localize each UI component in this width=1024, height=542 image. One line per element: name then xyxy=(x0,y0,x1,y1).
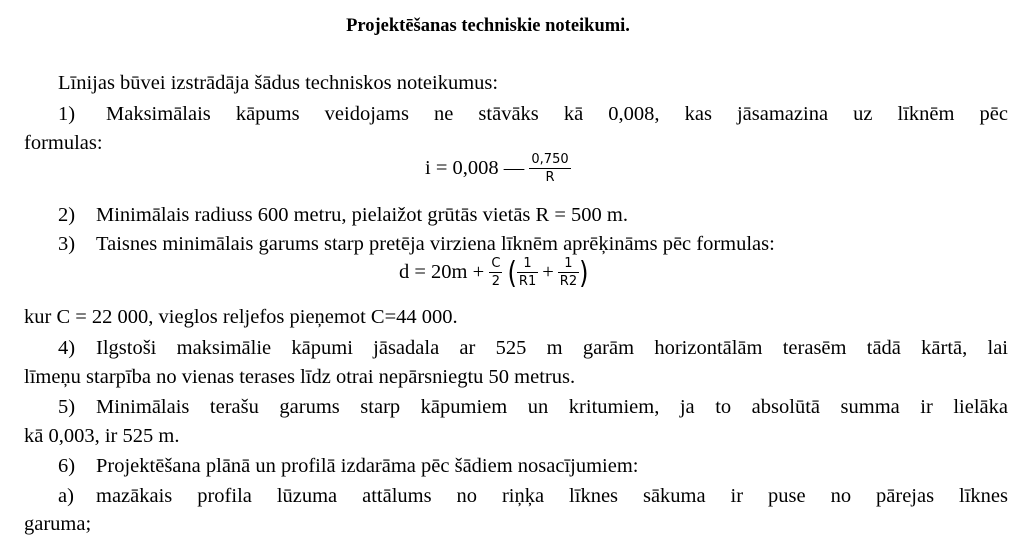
formula-2-c-denominator: 2 xyxy=(491,274,500,289)
formula-1-lhs: i = 0,008 — xyxy=(425,157,525,179)
item-5-text: Minimālais terašu garums starp kāpumiem un kritumiem, ja to absolūtā summa ir lielāka xyxy=(96,396,1008,418)
formula-1-fraction xyxy=(529,152,570,185)
formula-2 xyxy=(399,256,588,289)
item-2-text: Minimālais radiuss 600 metru, pielaižot grūtās vietās R = 500 m. xyxy=(96,204,628,226)
item-1-number: 1) xyxy=(58,103,76,125)
formula-2-r2-fraction xyxy=(558,256,579,289)
formula-2-r1-fraction xyxy=(517,256,538,289)
formula-2-close-paren: ) xyxy=(579,255,589,290)
formula-2-c-numerator: C xyxy=(491,256,501,271)
item-2-number: 2) xyxy=(58,204,76,226)
formula-2-plus: + xyxy=(542,261,554,283)
item-3-text: Taisnes minimālais garums starp pretēja virziena līknēm aprēķināms pēc formulas: xyxy=(96,233,775,255)
formula-2-open-paren: ( xyxy=(507,255,517,290)
item-3 xyxy=(24,232,1008,256)
item-6 xyxy=(24,454,1008,478)
item-4 xyxy=(24,336,1008,360)
item-2 xyxy=(24,203,1008,227)
formula-2-r2-numerator: 1 xyxy=(558,256,579,273)
item-1 xyxy=(24,102,1008,126)
item-1-continuation: formulas: xyxy=(24,132,103,154)
item-5-number: 5) xyxy=(58,396,76,418)
item-a-letter: a) xyxy=(58,485,74,507)
formula-2-r1-denominator: R1 xyxy=(518,274,537,289)
intro-paragraph: Līnijas būvei izstrādāja šādus techniskos noteikumus: xyxy=(58,72,499,94)
item-a-continuation: garuma; xyxy=(24,513,92,535)
where-clause: kur C = 22 000, vieglos reljefos pieņemot C=44 000. xyxy=(24,306,458,328)
formula-1 xyxy=(425,152,571,185)
item-6-number: 6) xyxy=(58,455,76,477)
item-4-text: Ilgstoši maksimālie kāpumi jāsadala ar 525 m garām horizontālām terasēm tādā kārtā, lai xyxy=(96,337,1008,359)
item-a-text: mazākais profila lūzuma attālums no riņķa līknes sākuma ir puse no pārejas līknes xyxy=(96,485,1008,507)
formula-2-c-fraction xyxy=(489,256,502,289)
item-5 xyxy=(24,395,1008,419)
item-a xyxy=(24,484,1008,508)
item-5-continuation: kā 0,003, ir 525 m. xyxy=(24,425,180,447)
item-3-number: 3) xyxy=(58,233,76,255)
item-4-number: 4) xyxy=(58,337,76,359)
formula-2-r1-numerator: 1 xyxy=(517,256,538,273)
formula-1-numerator: 0,750 xyxy=(531,152,569,167)
item-1-text: Maksimālais kāpums veidojams ne stāvāks kā 0,008, kas jāsamazina uz līknēm pēc xyxy=(106,103,1008,125)
item-6-text: Projektēšana plānā un profilā izdarāma pēc šādiem nosacījumiem: xyxy=(96,455,639,477)
formula-2-lhs: d = 20m + xyxy=(399,261,485,283)
document-title: Projektēšanas techniskie noteikumi. xyxy=(346,16,630,36)
item-4-continuation: līmeņu starpība no vienas terases līdz otrai nepārsniegtu 50 metrus. xyxy=(24,366,576,388)
formula-1-denominator: R xyxy=(545,170,555,185)
formula-2-r2-denominator: R2 xyxy=(559,274,578,289)
